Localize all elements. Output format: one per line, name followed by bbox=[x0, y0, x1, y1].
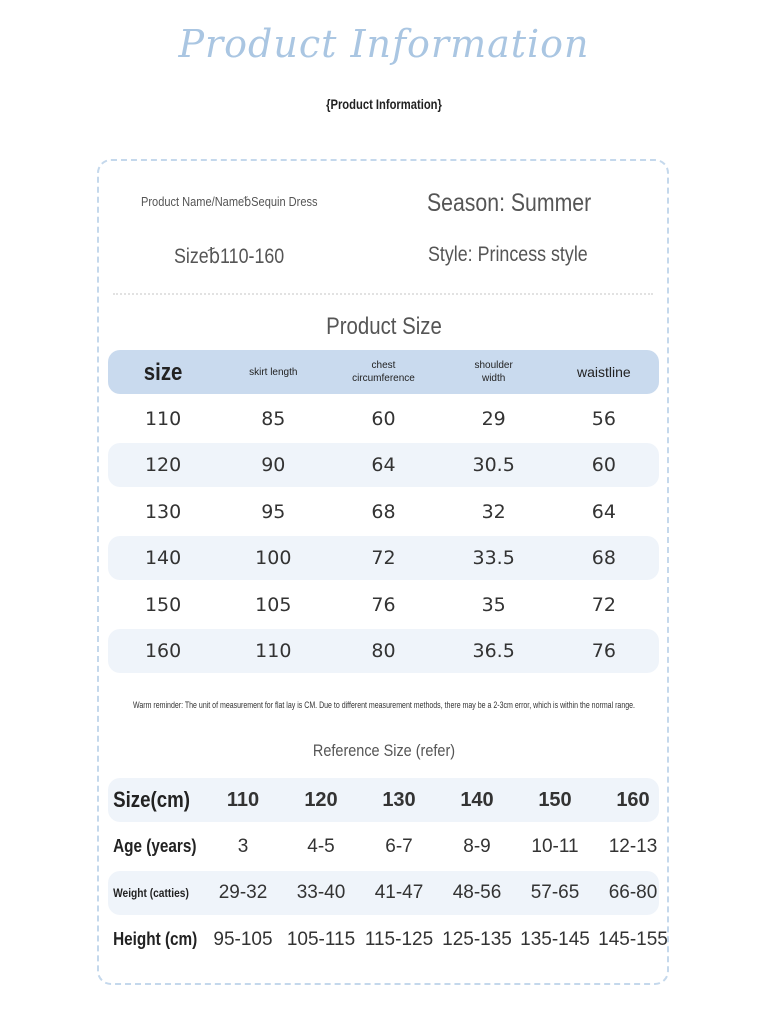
table-row bbox=[108, 397, 659, 441]
reference-cell: 12-13 bbox=[608, 835, 658, 857]
style-label: Style: Princess style bbox=[428, 243, 588, 266]
reference-cell: 105-115 bbox=[286, 928, 356, 950]
table-cell: 85 bbox=[261, 407, 286, 430]
reference-cell: 140 bbox=[460, 788, 494, 811]
table-cell: 160 bbox=[144, 640, 182, 662]
reference-cell: 10-11 bbox=[531, 835, 579, 857]
reference-row-label: Size(cm) bbox=[113, 787, 191, 812]
table-cell: 110 bbox=[144, 407, 182, 430]
sub-title: {Product Information} bbox=[326, 96, 442, 112]
reference-cell: 48-56 bbox=[452, 882, 502, 903]
product-size-title: Product Size bbox=[326, 313, 442, 340]
table-cell: 30.5 bbox=[472, 454, 515, 476]
table-cell: 60 bbox=[371, 407, 396, 430]
header-shoulder-width: shoulder width bbox=[474, 360, 513, 384]
table-cell: 35 bbox=[481, 593, 506, 616]
reference-cell: 4-5 bbox=[307, 835, 335, 857]
header-chest-circumference: chest circumference bbox=[352, 360, 415, 384]
table-cell: 80 bbox=[371, 640, 396, 662]
reference-cell: 33-40 bbox=[296, 882, 346, 903]
reference-row-label: Height (cm) bbox=[113, 929, 198, 949]
table-cell: 76 bbox=[591, 640, 616, 662]
table-row bbox=[108, 490, 659, 534]
reference-cell: 110 bbox=[226, 788, 260, 811]
reference-cell: 29-32 bbox=[218, 882, 268, 903]
table-cell: 72 bbox=[591, 593, 616, 616]
header-skirt-length: skirt length bbox=[249, 366, 298, 378]
table-cell: 110 bbox=[255, 640, 292, 662]
reference-cell: 125-135 bbox=[442, 928, 512, 950]
reference-size-table bbox=[108, 778, 668, 964]
product-name-label: Product Name/Name␢Sequin Dress bbox=[141, 194, 318, 209]
table-cell: 64 bbox=[371, 454, 396, 476]
reference-cell: 57-65 bbox=[530, 882, 580, 903]
reference-size-title: Reference Size (refer) bbox=[312, 741, 456, 760]
table-cell: 64 bbox=[591, 500, 616, 523]
reference-cell: 115-125 bbox=[364, 928, 434, 950]
table-cell: 150 bbox=[144, 593, 182, 616]
table-cell: 95 bbox=[261, 500, 286, 523]
table-cell: 140 bbox=[144, 547, 182, 569]
table-cell: 68 bbox=[371, 500, 396, 523]
table-cell: 60 bbox=[591, 454, 616, 476]
table-row bbox=[108, 583, 659, 627]
table-header-row bbox=[108, 350, 659, 394]
table-cell: 32 bbox=[481, 500, 506, 523]
table-cell: 90 bbox=[261, 454, 286, 476]
table-row bbox=[108, 443, 659, 487]
table-cell: 105 bbox=[255, 593, 292, 616]
product-size-table bbox=[108, 350, 659, 676]
reference-cell: 6-7 bbox=[385, 835, 413, 857]
reference-cell: 135-145 bbox=[520, 928, 590, 950]
table-cell: 36.5 bbox=[472, 640, 515, 662]
reference-row bbox=[108, 871, 659, 915]
table-cell: 76 bbox=[371, 593, 396, 616]
reference-row-label: Age (years) bbox=[113, 836, 197, 856]
table-cell: 56 bbox=[591, 407, 616, 430]
reference-row bbox=[108, 825, 659, 869]
reference-cell: 145-155 bbox=[598, 928, 668, 950]
table-cell: 72 bbox=[371, 547, 396, 569]
warm-reminder: Warm reminder: The unit of measurement for flat lay is CM. Due to different measurement methods, there may be a 2-3cm error, which is within the normal range. bbox=[132, 700, 636, 710]
divider bbox=[113, 293, 653, 295]
table-cell: 29 bbox=[481, 407, 506, 430]
script-title: Product Information bbox=[178, 22, 590, 66]
reference-row-label: Weight (catties) bbox=[113, 886, 189, 900]
reference-cell: 3 bbox=[237, 835, 249, 857]
table-cell: 120 bbox=[144, 454, 182, 476]
reference-row bbox=[108, 918, 668, 962]
reference-cell: 120 bbox=[304, 788, 338, 811]
reference-cell: 130 bbox=[382, 788, 416, 811]
reference-cell: 160 bbox=[616, 788, 650, 811]
header-size: size bbox=[143, 358, 183, 386]
reference-cell: 41-47 bbox=[374, 882, 424, 903]
reference-row bbox=[108, 778, 659, 822]
table-cell: 100 bbox=[255, 547, 292, 569]
season-label: Season: Summer bbox=[427, 189, 592, 217]
table-cell: 68 bbox=[591, 547, 616, 569]
size-range-label: Size␢110-160 bbox=[174, 245, 285, 268]
table-row bbox=[108, 536, 659, 580]
reference-cell: 66-80 bbox=[608, 882, 658, 903]
reference-cell: 95-105 bbox=[213, 928, 273, 950]
reference-cell: 8-9 bbox=[463, 835, 491, 857]
header-waistline: waistline bbox=[576, 363, 631, 380]
table-cell: 33.5 bbox=[472, 547, 515, 569]
table-row bbox=[108, 629, 659, 673]
reference-cell: 150 bbox=[538, 788, 572, 811]
table-cell: 130 bbox=[144, 500, 182, 523]
